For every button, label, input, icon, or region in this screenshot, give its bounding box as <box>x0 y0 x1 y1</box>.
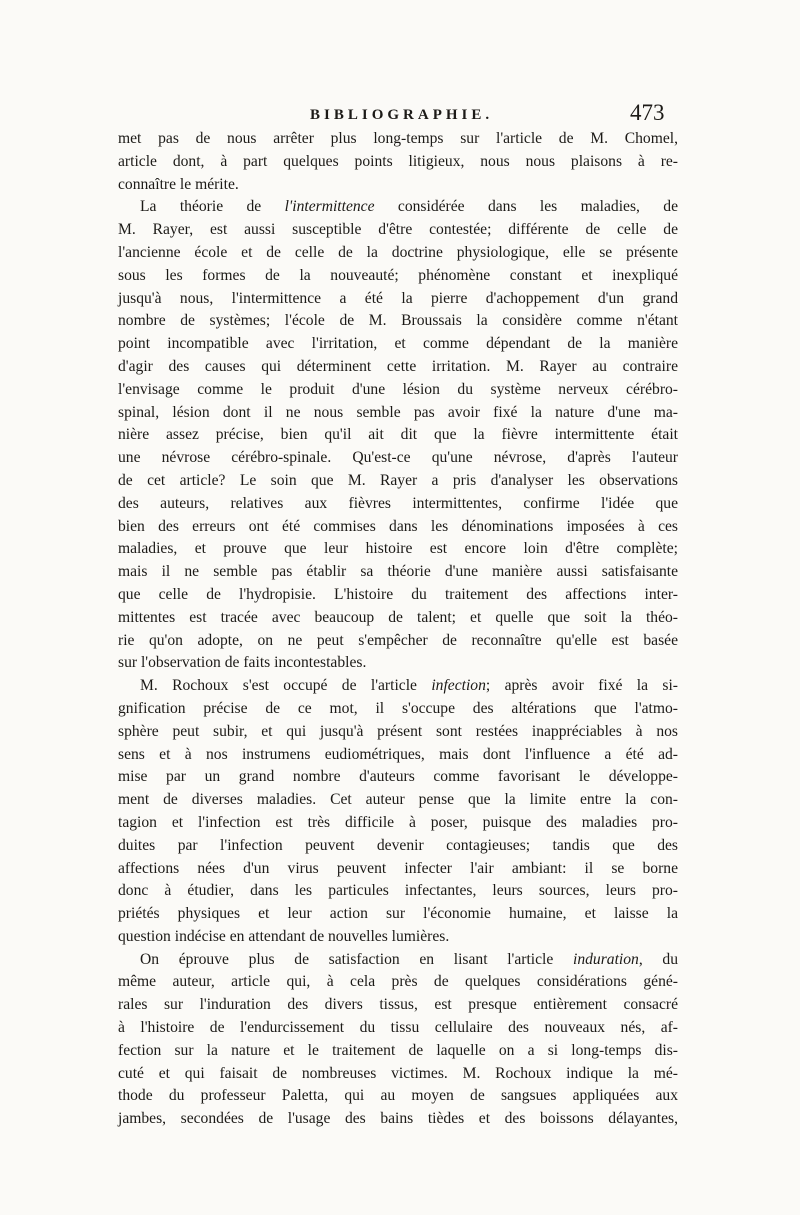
text-line: mise par un grand nombre d'auteurs comme favorisant le développe- <box>118 768 678 786</box>
body-text <box>118 128 678 1131</box>
running-title: BIBLIOGRAPHIE. <box>310 107 494 123</box>
text-line: maladies, et prouve que leur histoire est encore loin d'être complète; <box>118 540 678 558</box>
text-line: fection sur la nature et le traitement de laquelle on a si long-temps dis- <box>118 1041 678 1059</box>
text-line: sens et à nos instrumens eudiométriques, mais dont l'influence a été ad- <box>118 745 678 763</box>
text-line: mittentes est tracée avec beaucoup de talent; et quelle que soit la théo- <box>118 608 678 626</box>
text-line: l'ancienne école et de celle de la doctrine physiologique, elle se présente <box>118 243 678 261</box>
text-line: rie qu'on adopte, on ne peut s'empêcher de reconnaître qu'elle est basée <box>118 631 678 649</box>
text-line: cuté et qui faisait de nombreuses victimes. M. Rochoux indique la mé- <box>118 1064 678 1082</box>
text-line: affections nées d'un virus peuvent infecter l'air ambiant: il se borne <box>118 859 678 877</box>
text-line: des auteurs, relatives aux fièvres intermittentes, confirme l'idée que <box>118 494 678 512</box>
text-line: bien des erreurs ont été commises dans les dénominations imposées à ces <box>118 517 678 535</box>
text-line: d'agir des causes qui déterminent cette irritation. M. Rayer au contraire <box>118 357 678 375</box>
italic-term: infection <box>431 677 486 695</box>
text-line: spinal, lésion dont il ne nous semble pas avoir fixé la nature d'une ma- <box>118 403 678 421</box>
text-line: à l'histoire de l'endurcissement du tissu cellulaire des nouveaux nés, af- <box>118 1019 678 1037</box>
text-line: gnification précise de ce mot, il s'occupe des altérations que l'atmo- <box>118 699 678 717</box>
text-line: même auteur, article qui, à cela près de quelques considérations géné- <box>118 973 678 991</box>
text-line: mais il ne semble pas établir sa théorie d'une manière aussi satisfaisante <box>118 563 678 581</box>
text-line: donc à étudier, dans les particules infectantes, leurs sources, leurs pro- <box>118 882 678 900</box>
text-line: priétés physiques et leur action sur l'économie humaine, et laisse la <box>118 905 678 923</box>
text-line: rales sur l'induration des divers tissus, est presque entièrement consacré <box>118 996 678 1014</box>
text-line: La théorie de l'intermittence considérée dans les maladies, de <box>140 198 679 216</box>
text-line: connaître le mérite. <box>118 175 239 193</box>
text-line: article dont, à part quelques points litigieux, nous nous plaisons à re- <box>118 152 678 170</box>
text-line: nombre de systèmes; l'école de M. Broussais la considère comme n'étant <box>118 312 678 330</box>
text-line: jambes, secondées de l'usage des bains tièdes et des boissons délayantes, <box>118 1110 678 1128</box>
text-line: tagion et l'infection est très difficile à poser, puisque des maladies pro- <box>118 813 678 831</box>
text-line: duites par l'infection peuvent devenir contagieuses; tandis que des <box>118 836 678 854</box>
text-line: jusqu'à nous, l'intermittence a été la pierre d'achoppement d'un grand <box>118 289 678 307</box>
text-line: M. Rochoux s'est occupé de l'article infection; après avoir fixé la si- <box>140 677 678 695</box>
text-line: sur l'observation de faits incontestables. <box>118 654 367 672</box>
text-line: sous les formes de la nouveauté; phénomène constant et inexpliqué <box>118 266 678 284</box>
text-line: que celle de l'hydropisie. L'histoire du traitement des affections inter- <box>118 585 678 603</box>
text-line: On éprouve plus de satisfaction en lisant l'article induration, du <box>140 950 679 968</box>
text-line: nière assez précise, bien qu'il ait dit que la fièvre intermittente était <box>118 426 678 444</box>
text-line: met pas de nous arrêter plus long-temps sur l'article de M. Chomel, <box>118 130 678 147</box>
text-line: l'envisage comme le produit d'une lésion du système nerveux cérébro- <box>118 380 678 398</box>
text-line: M. Rayer, est aussi susceptible d'être contestée; différente de celle de <box>118 221 678 239</box>
text-line: une névrose cérébro-spinale. Qu'est-ce qu'une névrose, d'après l'auteur <box>118 449 678 467</box>
page-number: 473 <box>630 100 665 125</box>
text-line: de cet article? Le soin que M. Rayer a pris d'analyser les observations <box>118 471 678 489</box>
text-line: ment de diverses maladies. Cet auteur pense que la limite entre la con- <box>118 791 678 809</box>
text-line: point incompatible avec l'irritation, et comme dépendant de la manière <box>118 335 678 353</box>
text-line: question indécise en attendant de nouvelles lumières. <box>118 927 450 945</box>
text-line: sphère peut subir, et qui jusqu'à présent sont restées inappréciables à nos <box>118 722 678 740</box>
italic-term: l'intermittence <box>284 198 375 216</box>
italic-term: induration <box>572 950 639 968</box>
text-line: thode du professeur Paletta, qui au moyen de sangsues appliquées aux <box>118 1087 678 1105</box>
